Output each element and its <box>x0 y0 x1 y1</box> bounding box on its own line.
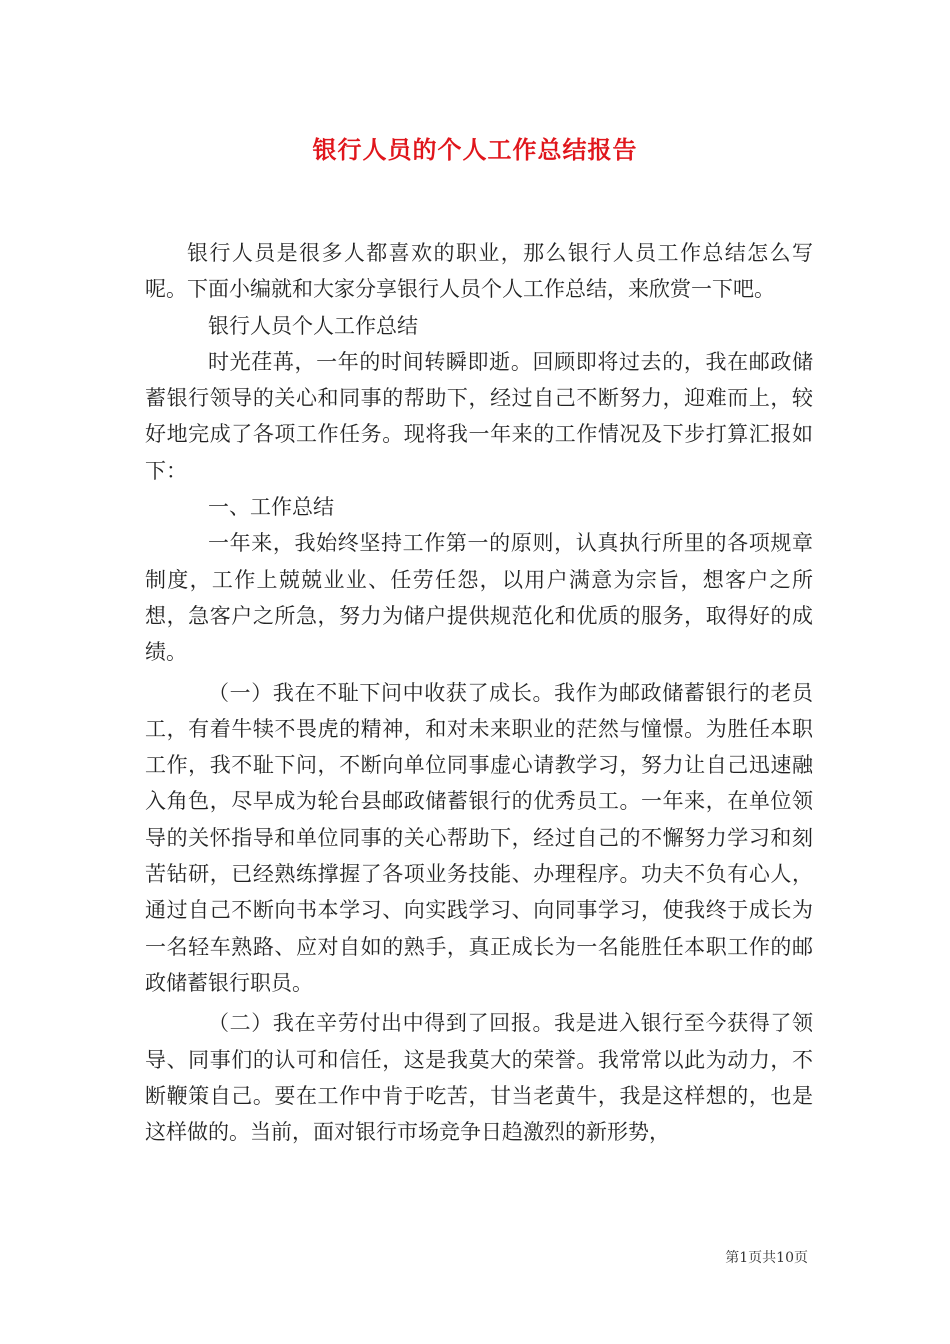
section-heading: 银行人员个人工作总结 <box>208 313 418 338</box>
document-body <box>145 235 813 1150</box>
paragraph-intro: 银行人员是很多人都喜欢的职业，那么银行人员工作总结怎么写呢。下面小编就和大家分享银行人员个人工作总结，来欣赏一下吧。 <box>145 241 813 302</box>
paragraph-opening: 时光荏苒，一年的时间转瞬即逝。回顾即将过去的，我在邮政储蓄银行领导的关心和同事的帮助下，经过自己不断努力，迎难而上，较好地完成了各项工作任务。现将我一年来的工作情况及下步打算汇报如下： <box>145 349 813 483</box>
paragraph-summary: 一年来，我始终坚持工作第一的原则，认真执行所里的各项规章制度，工作上兢兢业业、任劳任怨，以用户满意为宗旨，想客户之所想，急客户之所急，努力为储户提供规范化和优质的服务，取得好的成绩。 <box>145 531 813 665</box>
paragraph-point-2: （二）我在辛劳付出中得到了回报。我是进入银行至今获得了领导、同事们的认可和信任，这是我莫大的荣誉。我常常以此为动力，不断鞭策自己。要在工作中肯于吃苦，甘当老黄牛，我是这样想的，也是这样做的。当前，面对银行市场竞争日趋激烈的新形势， <box>145 1011 813 1145</box>
paragraph-point-1: （一）我在不耻下问中收获了成长。我作为邮政储蓄银行的老员工，有着牛犊不畏虎的精神，和对未来职业的茫然与憧憬。为胜任本职工作，我不耻下问，不断向单位同事虚心请教学习，努力让自己迅速融入角色，尽早成为轮台县邮政储蓄银行的优秀员工。一年来，在单位领导的关怀指导和单位同事的关心帮助下，经过自己的不懈努力学习和刻苦钻研，已经熟练撑握了各项业务技能、办理程序。功夫不负有心人，通过自己不断向书本学习、向实践学习、向同事学习，使我终于成长为一名轻车熟路、应对自如的熟手，真正成长为一名能胜任本职工作的邮政储蓄银行职员。 <box>145 680 813 995</box>
page-title: 银行人员的个人工作总结报告 <box>312 135 638 164</box>
page-footer: 第1页共10页 <box>725 1250 808 1266</box>
subsection-heading: 一、工作总结 <box>208 495 334 520</box>
